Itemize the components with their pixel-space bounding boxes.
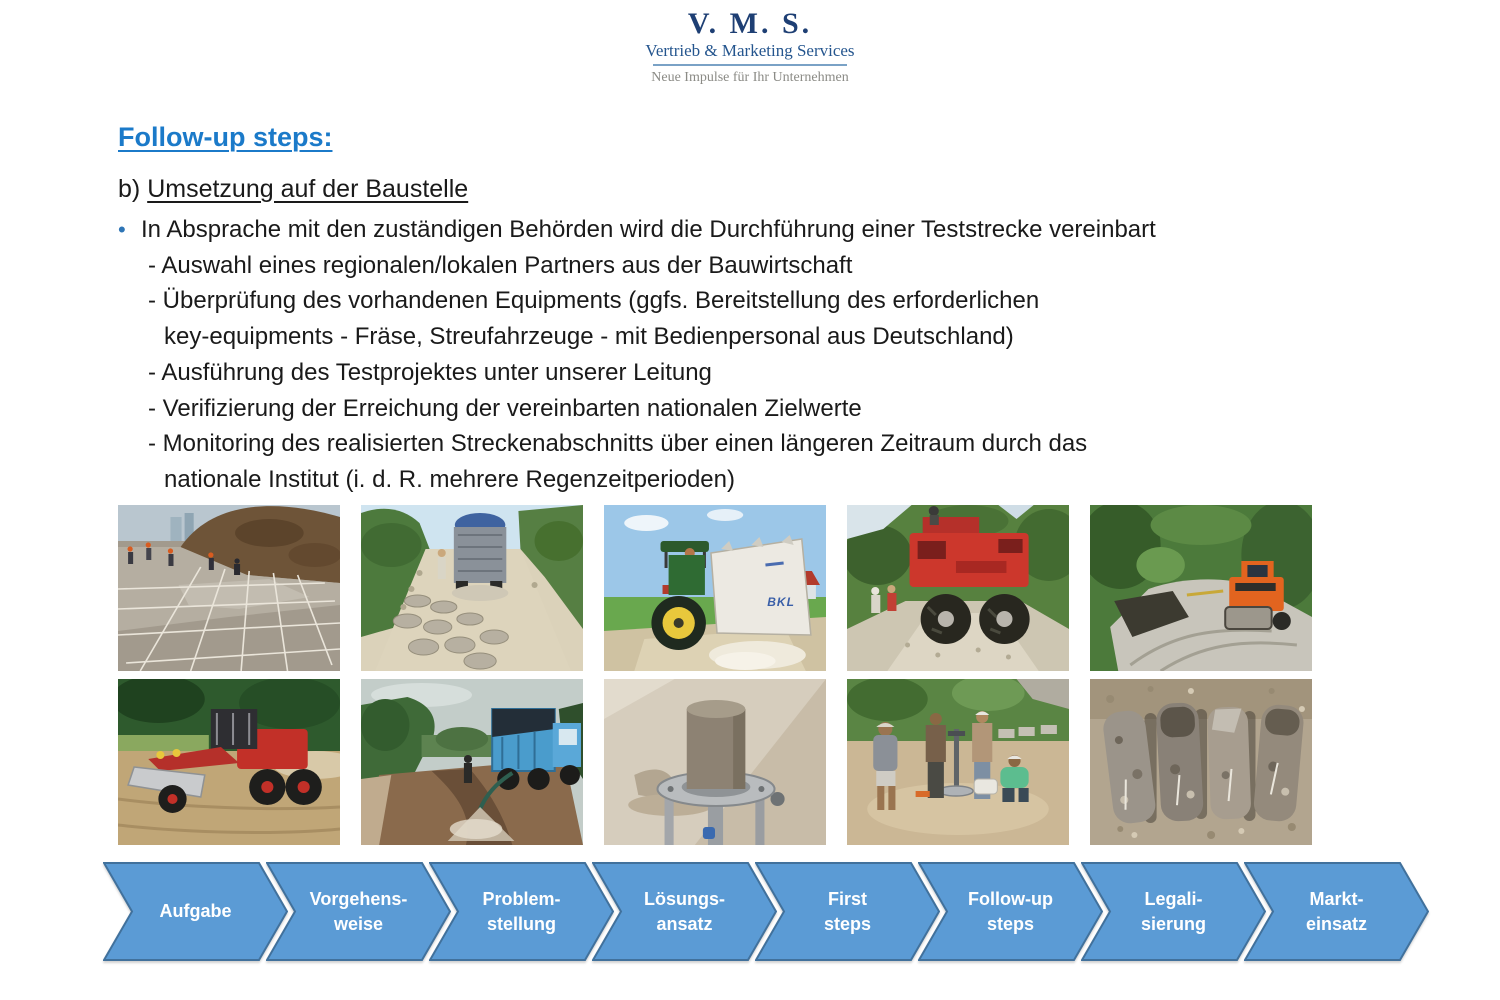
photo-core-samples xyxy=(1090,679,1312,845)
photo-soil-recycler xyxy=(847,505,1069,671)
process-step-vorgehensweise xyxy=(266,862,451,961)
sub-item: - Ausführung des Testprojektes unter unserer Leitung xyxy=(148,358,712,386)
photo-grid xyxy=(118,505,1312,845)
bullet-text: In Absprache mit den zuständigen Behörden wird die Durchführung einer Teststrecke vereinbart xyxy=(141,216,1156,243)
photo-tractor-binder-spreader xyxy=(604,505,826,671)
spreader-brand-text: BKL xyxy=(767,594,795,609)
photo-soil-test-specimen xyxy=(604,679,826,845)
photo-field-density-test xyxy=(847,679,1069,845)
process-step-label: Vorgehens- weise xyxy=(309,888,408,934)
logo-subtitle: Vertrieb & Marketing Services xyxy=(645,41,855,60)
process-flow-diagram xyxy=(103,862,1429,961)
process-step-label: Legali- sierung xyxy=(1140,888,1206,934)
process-step-legalisierung xyxy=(1081,862,1266,961)
slide-content xyxy=(118,122,1408,498)
process-step-label: First steps xyxy=(823,888,872,934)
process-step-first-steps xyxy=(755,862,940,961)
process-step-label: Lösungs- ansatz xyxy=(644,888,725,934)
photo-site-grid-marking xyxy=(118,505,340,671)
sub-item-continuation: key-equipments - Fräse, Streufahrzeuge - mit Bedienpersonal aus Deutschland) xyxy=(164,323,1014,351)
process-step-aufgabe xyxy=(103,862,288,961)
process-step-label: Aufgabe xyxy=(159,901,232,921)
section-title: Umsetzung auf der Baustelle xyxy=(147,175,469,203)
process-step-label: Markt- einsatz xyxy=(1305,888,1368,934)
photo-water-truck xyxy=(361,679,583,845)
logo-title: V. M. S. xyxy=(687,7,813,40)
process-step-problemstellung xyxy=(429,862,614,961)
bullet-item xyxy=(118,212,1408,248)
company-logo xyxy=(0,8,1500,86)
section-heading xyxy=(118,174,1408,205)
logo-divider xyxy=(653,64,847,66)
process-step-label: Problem- stellung xyxy=(482,888,561,934)
sub-item-continuation: nationale Institut (i. d. R. mehrere Regenzeitperioden) xyxy=(164,465,735,493)
section-prefix: b) xyxy=(118,175,141,203)
sub-item: - Überprüfung des vorhandenen Equipments (ggfs. Bereitstellung des erforderlichen xyxy=(148,287,1040,315)
photo-binder-bag-delivery xyxy=(361,505,583,671)
process-step-markteinsatz xyxy=(1244,862,1429,961)
process-step-loesungsansatz xyxy=(592,862,777,961)
page-title: Follow-up steps: xyxy=(118,122,333,152)
photo-roller-compactor xyxy=(1090,505,1312,671)
bullet-icon: • xyxy=(118,217,126,242)
sub-item: - Auswahl eines regionalen/lokalen Partners aus der Bauwirtschaft xyxy=(148,251,853,279)
process-step-follow-up-steps xyxy=(918,862,1103,961)
sub-item: - Verifizierung der Erreichung der vereinbarten nationalen Zielwerte xyxy=(148,394,862,422)
logo-tagline: Neue Impulse für Ihr Unternehmen xyxy=(651,70,849,85)
process-step-label: Follow-up steps xyxy=(968,888,1053,934)
photo-motor-grader xyxy=(118,679,340,845)
sub-item: - Monitoring des realisierten Streckenabschnitts über einen längeren Zeitraum durch das xyxy=(148,430,1088,458)
